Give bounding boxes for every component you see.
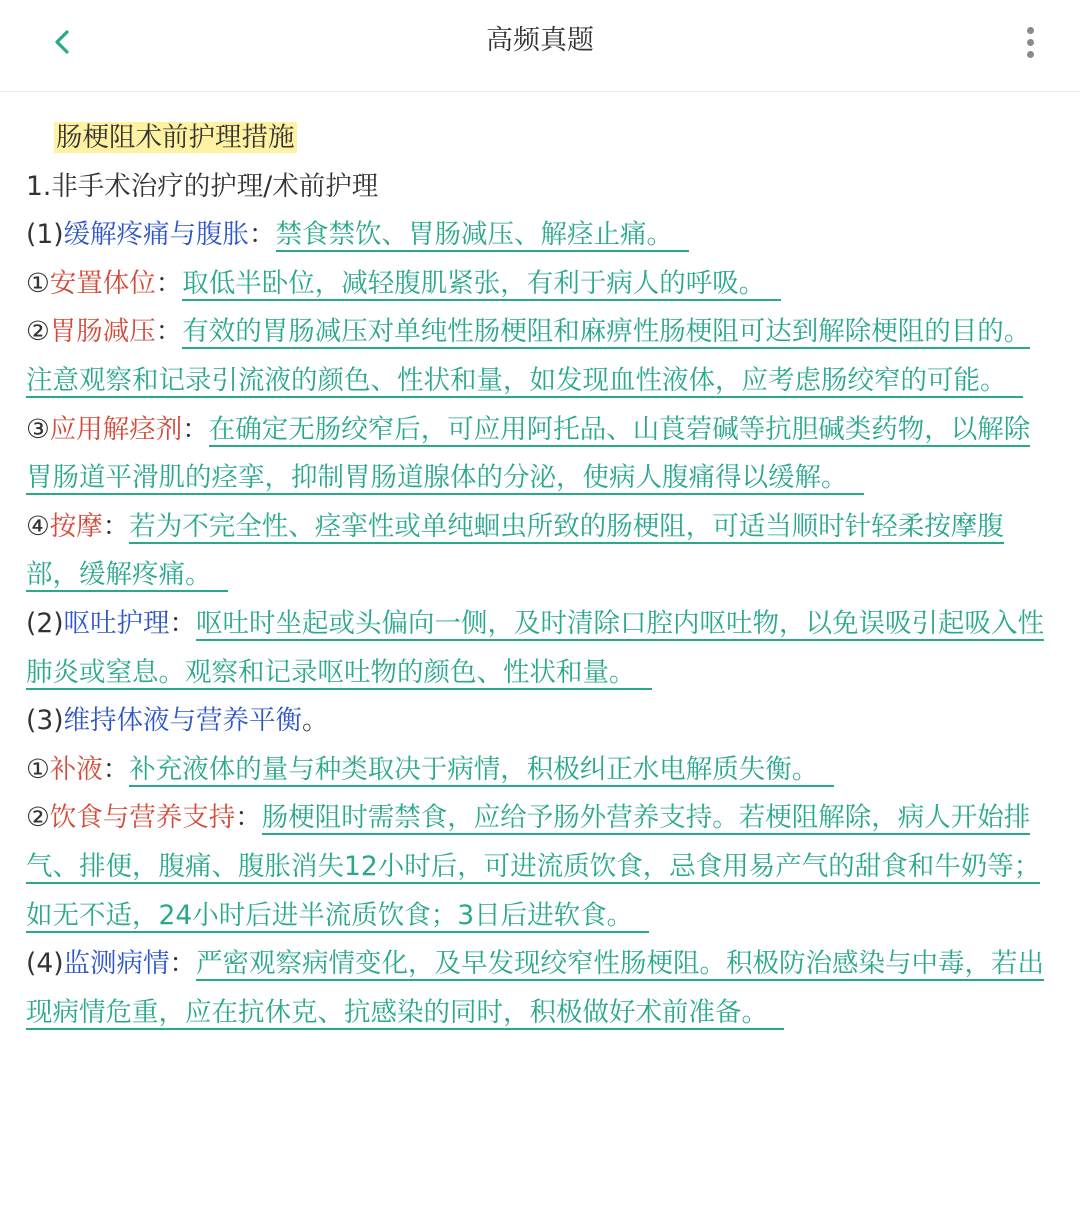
item-gi-decompression <box>26 308 1050 405</box>
item-label: 按摩 <box>49 510 103 542</box>
item-label: 维持体液与营养平衡 <box>63 705 303 737</box>
item-fluid-nutrition <box>26 697 1050 746</box>
item-prefix: ② <box>26 316 50 348</box>
item-fluid-replacement <box>26 746 1050 795</box>
item-prefix: ② <box>26 802 50 834</box>
item-sep: ： <box>249 219 276 251</box>
item-label: 补液 <box>49 753 103 785</box>
page-title: 高频真题 <box>486 25 594 56</box>
item-prefix: (1) <box>26 219 64 251</box>
item-answer: 禁食禁饮、胃肠减压、解痉止痛。 <box>276 219 690 252</box>
item-sep: ： <box>155 316 183 348</box>
item-answer: 在确定无肠绞窄后，可应用阿托品、山莨菪碱等抗胆碱类药物，以解除胃肠道平滑肌的痉挛，抑制胃肠道腺体的分泌，使病人腹痛得以缓解。 <box>26 413 1031 494</box>
section-title-highlight: 肠梗阻术前护理措施 <box>56 122 295 153</box>
item-label: 应用解痉剂 <box>49 413 183 445</box>
item-sep: ： <box>182 413 209 445</box>
more-button[interactable] <box>1014 18 1046 66</box>
item-prefix: ④ <box>26 510 50 542</box>
item-sep: ： <box>235 802 262 834</box>
item-prefix: (4) <box>26 948 64 980</box>
item-label: 监测病情 <box>63 948 170 980</box>
item-label: 呕吐护理 <box>63 607 170 639</box>
item-label: 安置体位 <box>49 267 156 299</box>
more-vertical-icon <box>1027 27 1034 34</box>
top-bar <box>0 0 1080 92</box>
item-sep: ： <box>102 753 130 785</box>
item-positioning <box>26 260 1050 309</box>
item-answer: 若为不完全性、痉挛性或单纯蛔虫所致的肠梗阻，可适当顺时针轻柔按摩腹部，缓解疼痛。 <box>26 510 1004 591</box>
item-diet-support <box>26 794 1050 940</box>
item-sep: ： <box>102 510 130 542</box>
item-antispasmodics <box>26 406 1050 503</box>
item-vomiting-care <box>26 600 1050 697</box>
item-suffix: 。 <box>302 705 329 737</box>
item-answer: 严密观察病情变化，及早发现绞窄性肠梗阻。积极防治感染与中毒，若出现病情危重，应在抗休克、抗感染的同时，积极做好术前准备。 <box>26 948 1045 1028</box>
item-massage <box>26 503 1050 600</box>
item-prefix: (3) <box>26 705 64 737</box>
item-answer: 肠梗阻时需禁食，应给予肠外营养支持。若梗阻解除，病人开始排气、排便，腹痛、腹胀消失12小时后，可进流质饮食，忌食用易产气的甜食和牛奶等；如无不适，24小时后进半流质饮食；3日后进软食。 <box>26 802 1041 931</box>
item-prefix: ③ <box>26 413 50 445</box>
item-sep: ： <box>169 607 197 639</box>
subtitle: 1.非手术治疗的护理/术前护理 <box>26 170 379 202</box>
item-answer: 有效的胃肠减压对单纯性肠梗阻和麻痹性肠梗阻可达到解除梗阻的目的。注意观察和记录引流液的颜色、性状和量，如发现血性液体，应考虑肠绞窄的可能。 <box>26 316 1031 396</box>
item-answer: 呕吐时坐起或头偏向一侧，及时清除口腔内呕吐物，以免误吸引起吸入性肺炎或窒息。观察和记录呕吐物的颜色、性状和量。 <box>26 607 1045 688</box>
item-prefix: ① <box>26 267 50 299</box>
item-sep: ： <box>169 948 197 980</box>
section-title <box>26 114 1050 163</box>
article-content <box>26 114 1050 1037</box>
item-monitoring <box>26 940 1050 1037</box>
item-sep: ： <box>155 267 183 299</box>
item-prefix: (2) <box>26 607 64 639</box>
item-answer: 补充液体的量与种类取决于病情，积极纠正水电解质失衡。 <box>129 754 834 787</box>
item-pain-relief <box>26 211 1050 260</box>
item-label: 胃肠减压 <box>49 316 156 348</box>
item-label: 缓解疼痛与腹胀 <box>63 219 250 251</box>
item-answer: 取低半卧位，减轻腹肌紧张，有利于病人的呼吸。 <box>182 268 781 301</box>
item-label: 饮食与营养支持 <box>49 802 236 834</box>
item-prefix: ① <box>26 753 50 785</box>
